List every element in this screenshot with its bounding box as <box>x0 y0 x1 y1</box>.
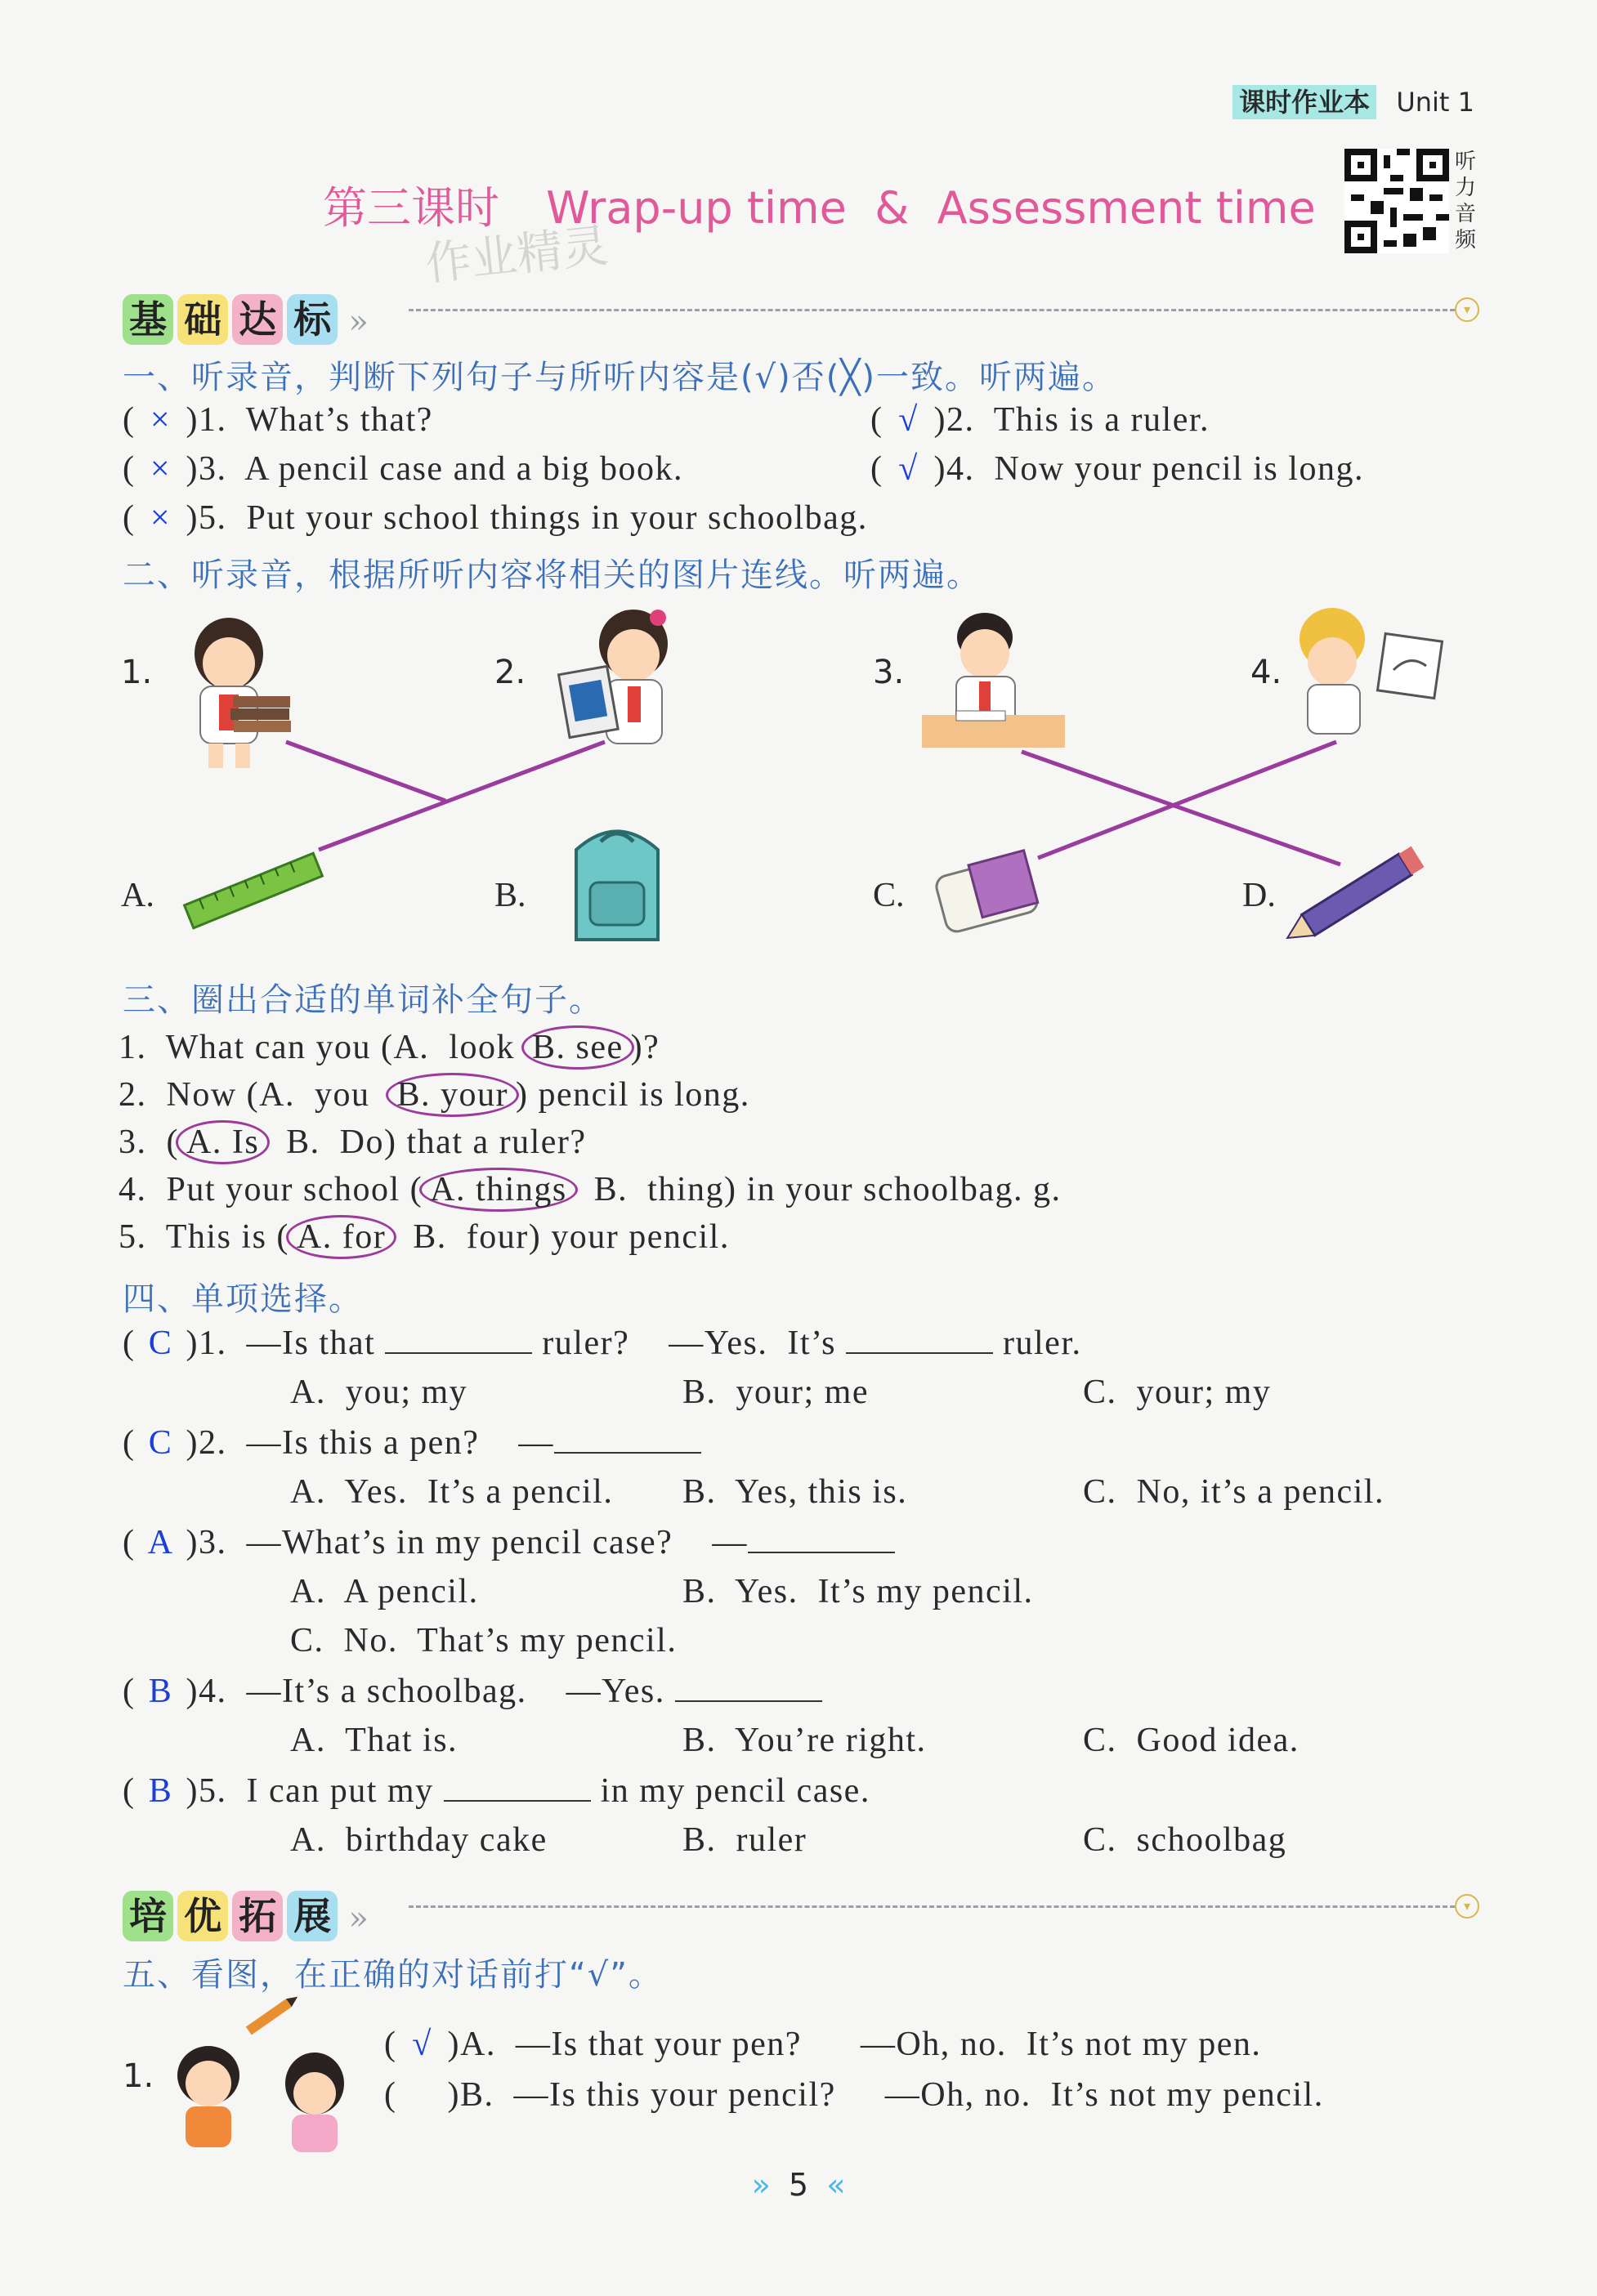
q4-option: C. No. That’s my pencil. <box>290 1622 678 1659</box>
circled-answer: B. your <box>386 1073 519 1117</box>
book-label: 课时作业本 <box>1232 85 1376 119</box>
q3-heading: 三、圈出合适的单词补全句子。 <box>123 981 603 1019</box>
q4-option: B. You’re right. <box>682 1722 927 1759</box>
q4-option: C. No, it’s a pencil. <box>1083 1473 1385 1511</box>
q1-item: ( √ )4. Now your pencil is long. <box>870 450 1364 488</box>
boy-drawing-image <box>1300 608 1443 734</box>
q4-option: A. That is. <box>290 1722 459 1759</box>
title-cn: 第三课时 <box>323 182 499 234</box>
q4-item: ( C )1. —Is that ruler? —Yes. It’s ruler. <box>123 1324 1082 1362</box>
girl-with-books-image <box>195 618 291 768</box>
chevron-down-icon: ▾ <box>1455 297 1479 322</box>
q4-option: A. you; my <box>290 1374 468 1411</box>
qr-code-icon[interactable] <box>1344 149 1449 253</box>
q4-item: ( B )5. I can put my in my pencil case. <box>123 1772 870 1810</box>
answer-blank <box>846 1324 993 1354</box>
schoolbag-image <box>576 832 658 940</box>
q5-number: 1. <box>123 2057 154 2095</box>
title-en: Wrap-up time & Assessment time <box>546 182 1316 234</box>
q3-item: 2. Now (A. you B. your ) pencil is long. <box>119 1073 750 1117</box>
chevron-right-icon: » <box>348 303 369 341</box>
q4-option: A. Yes. It’s a pencil. <box>290 1473 614 1511</box>
q3-item: 3. ( A. Is B. Do) that a ruler? <box>119 1120 587 1164</box>
q5-item: ( √ )A. —Is that your pen? —Oh, no. It’s not my pen. <box>384 2026 1262 2063</box>
answer-mark: × <box>150 450 172 488</box>
answer-blank <box>748 1524 895 1553</box>
circled-answer: B. see <box>521 1025 634 1070</box>
pic-number: 1. <box>121 654 153 691</box>
q4-option: C. your; my <box>1083 1374 1272 1411</box>
answer-letter: A <box>147 1524 174 1561</box>
q3-item: 1. What can you (A. look B. see )? <box>119 1025 660 1070</box>
q3-item: 4. Put your school ( A. things B. thing) in your schoolbag. g. <box>119 1168 1061 1212</box>
q2-heading: 二、听录音，根据所听内容将相关的图片连线。听两遍。 <box>123 556 981 594</box>
q4-option: A. birthday cake <box>290 1821 548 1859</box>
q4-option: B. your; me <box>682 1374 869 1411</box>
circled-answer: A. Is <box>176 1120 270 1164</box>
answer-mark: × <box>150 499 172 537</box>
q1-item: ( × )3. A pencil case and a big book. <box>123 450 684 488</box>
q5-item: ( )B. —Is this your pencil? —Oh, no. It’s not my pencil. <box>384 2076 1324 2114</box>
q4-item: ( B )4. —It’s a schoolbag. —Yes. <box>123 1672 822 1711</box>
pic-number: 3. <box>873 654 905 691</box>
answer-letter: C <box>148 1324 173 1362</box>
pic-number: 2. <box>494 654 526 691</box>
watermark: 作业精灵 <box>423 219 611 292</box>
match-line <box>286 742 445 801</box>
circled-answer: A. for <box>286 1215 396 1259</box>
section-divider <box>409 1905 1455 1908</box>
badge-char: 达 <box>232 294 283 345</box>
section-basic-header <box>123 284 1479 342</box>
badge-char: 标 <box>287 294 338 345</box>
q4-item: ( A )3. —What’s in my pencil case? — <box>123 1523 895 1562</box>
pic-number: 4. <box>1250 654 1282 691</box>
match-line <box>1038 742 1336 858</box>
badge-char: 础 <box>177 294 228 345</box>
pic-letter: D. <box>1242 877 1276 914</box>
pic-letter: A. <box>121 877 154 914</box>
girl-with-picture-image <box>559 610 668 744</box>
q4-heading: 四、单项选择。 <box>123 1280 363 1318</box>
chevron-right-icon: » <box>348 1900 369 1937</box>
pic-letter: C. <box>873 877 905 914</box>
page-footer <box>0 2167 1597 2203</box>
two-girls-with-pencil-image <box>168 1994 364 2157</box>
q4-option: A. A pencil. <box>290 1573 479 1610</box>
q4-item: ( C )2. —Is this a pen? — <box>123 1423 701 1463</box>
badge-char: 拓 <box>232 1891 283 1941</box>
answer-blank <box>385 1324 532 1354</box>
answer-letter: C <box>148 1424 173 1462</box>
q4-option: B. Yes, this is. <box>682 1473 908 1511</box>
q1-item: ( × )5. Put your school things in your schoolbag. <box>123 499 868 537</box>
badge-char: 展 <box>287 1891 338 1941</box>
chevron-down-icon: ▾ <box>1455 1894 1479 1919</box>
q1-heading: 一、听录音，判断下列句子与所听内容是(√)否(╳)一致。听两遍。 <box>123 359 1116 396</box>
section-extension-header <box>123 1881 1479 1938</box>
badge-char: 优 <box>177 1891 228 1941</box>
answer-letter: B <box>148 1772 173 1810</box>
q4-option: C. schoolbag <box>1083 1821 1287 1859</box>
answer-mark: √ <box>898 401 919 439</box>
pic-letter: B. <box>494 877 526 914</box>
q5-heading: 五、看图，在正确的对话前打“√”。 <box>123 1956 663 1994</box>
answer-blank <box>675 1673 822 1702</box>
badge-char: 基 <box>123 294 173 345</box>
match-line <box>319 742 605 850</box>
q1-item: ( √ )2. This is a ruler. <box>870 401 1210 439</box>
badge-char: 培 <box>123 1891 173 1941</box>
boy-at-desk-image <box>922 613 1065 748</box>
q3-item: 5. This is ( A. for B. four) your pencil. <box>119 1215 730 1259</box>
section-divider <box>409 309 1455 311</box>
answer-mark: √ <box>412 2026 432 2063</box>
eraser-image <box>933 851 1040 934</box>
pencil-image <box>1281 846 1424 949</box>
answer-mark: √ <box>898 450 919 488</box>
answer-letter: B <box>148 1673 173 1710</box>
chevron-left-icon: « <box>826 2167 846 2203</box>
answer-blank <box>554 1424 701 1454</box>
page-number: 5 <box>788 2167 809 2203</box>
answer-blank <box>444 1772 591 1802</box>
q4-option: B. Yes. It’s my pencil. <box>682 1573 1034 1610</box>
unit-label: Unit 1 <box>1396 87 1474 118</box>
chevron-right-icon: » <box>751 2167 771 2203</box>
q1-item: ( × )1. What’s that? <box>123 401 433 439</box>
qr-label: 听 力 音 频 <box>1455 150 1477 252</box>
matching-area <box>0 605 1597 964</box>
answer-mark: × <box>150 401 172 439</box>
q4-option: B. ruler <box>682 1821 807 1859</box>
q4-option: C. Good idea. <box>1083 1722 1300 1759</box>
ruler-image <box>185 853 323 927</box>
header <box>1232 82 1474 119</box>
circled-answer: A. things <box>419 1168 578 1212</box>
